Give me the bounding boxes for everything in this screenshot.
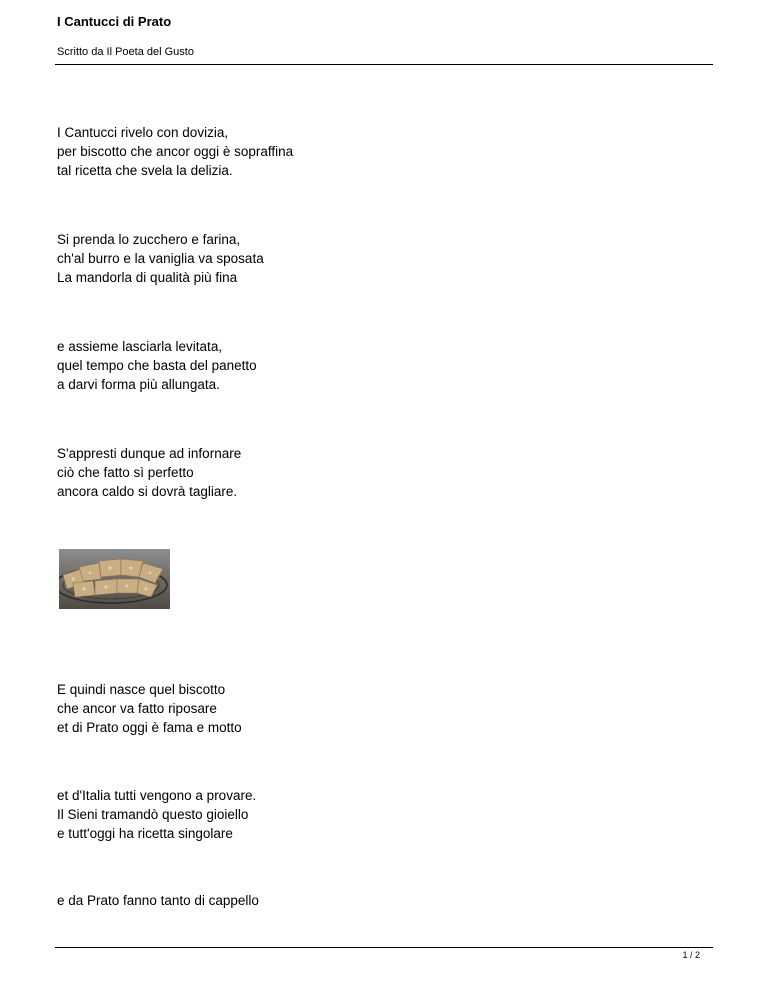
verse-line: e assieme lasciarla levitata, [57,339,223,354]
verse-line: e tutt'oggi ha ricetta singolare [57,826,233,841]
stanza-6 [57,786,256,843]
verse-line: Si prenda lo zucchero e farina, [57,232,241,247]
verse-line: a darvi forma più allungata. [57,377,220,392]
stanza-5 [57,680,242,737]
cantucci-photo [59,549,170,609]
verse-line: ancora caldo si dovrà tagliare. [57,484,238,499]
verse-line: e da Prato fanno tanto di cappello [57,893,259,908]
verse-line: ch'al burro e la vaniglia va sposata [57,251,264,266]
verse-line: et di Prato oggi è fama e motto [57,720,242,735]
cantucci-photo-graphic [59,549,170,609]
page-indicator: 1 / 2 [682,950,700,960]
stanza-2 [57,230,264,287]
verse-line: I Cantucci rivelo con dovizia, [57,125,229,140]
verse-line: S'appresti dunque ad infornare [57,446,242,461]
verse-line: et d'Italia tutti vengono a provare. [57,788,257,803]
stanza-1 [57,123,293,180]
header-divider [55,64,713,65]
author-byline: Scritto da Il Poeta del Gusto [57,46,194,58]
verse-line: quel tempo che basta del panetto [57,358,257,373]
verse-line: ciò che fatto sì perfetto [57,465,194,480]
verse-line: Il Sieni tramandò questo gioiello [57,807,249,822]
verse-line: che ancor va fatto riposare [57,701,217,716]
page-title: I Cantucci di Prato [57,14,172,29]
verse-line: La mandorla di qualità più fina [57,270,238,285]
stanza-7 [57,891,259,910]
stanza-3 [57,337,257,394]
stanza-4 [57,444,241,501]
footer-divider [55,947,713,948]
verse-line: tal ricetta che svela la delizia. [57,163,233,178]
verse-line: E quindi nasce quel biscotto [57,682,226,697]
verse-line: per biscotto che ancor oggi è sopraffina [57,144,294,159]
